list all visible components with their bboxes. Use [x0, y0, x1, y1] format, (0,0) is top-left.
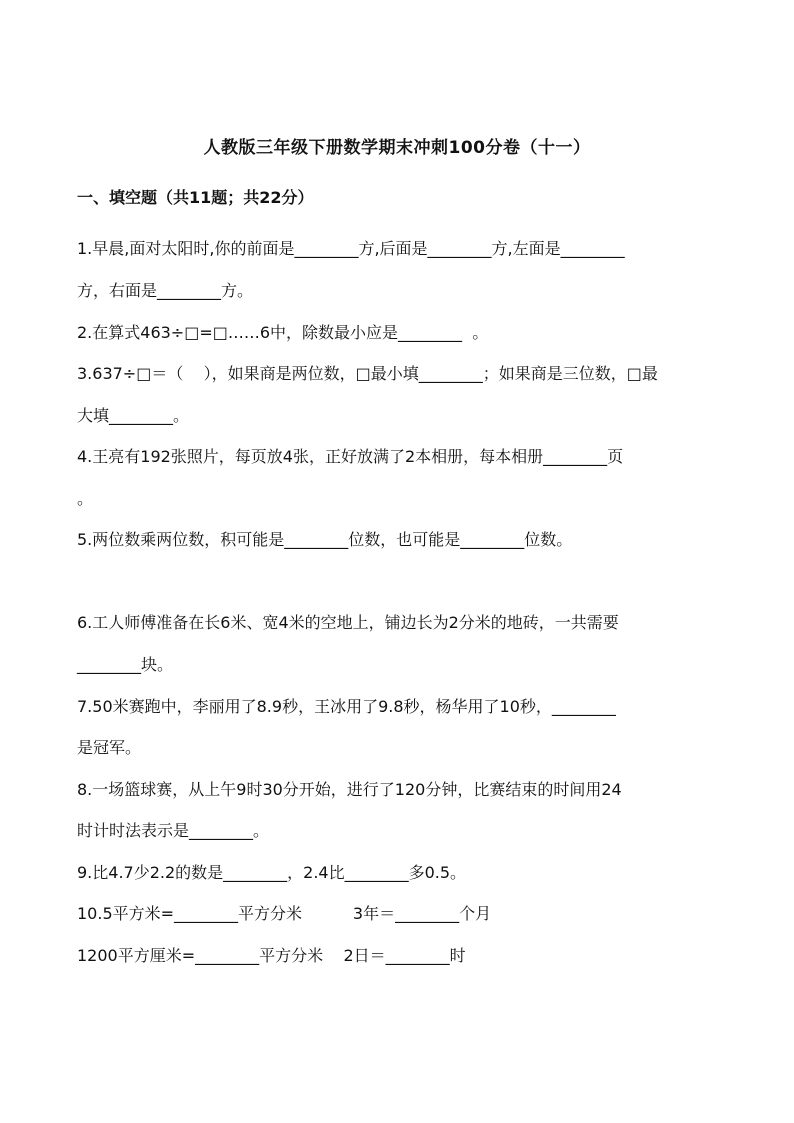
question-line: 方，右面是________方。 [77, 281, 254, 300]
question-line: ________块。 [77, 655, 174, 674]
question-line: 大填________。 [77, 406, 190, 425]
question-line: 3.637÷□＝（ ），如果商是两位数，□最小填________；如果商是三位数，□最 [77, 364, 658, 383]
question-line: 1200平方厘米=________平方分米 2日＝________时 [77, 946, 466, 965]
question-line: 5.两位数乘两位数，积可能是________位数，也可能是________位数。 [77, 530, 573, 549]
question-line: 7.50米赛跑中，李丽用了8.9秒，王冰用了9.8秒，杨华用了10秒，________ [77, 697, 616, 716]
section-heading: 一、填空题（共11题；共22分） [77, 188, 314, 207]
question-line: 9.比4.7少2.2的数是________，2.4比________多0.5。 [77, 863, 467, 882]
question-line: 是冠军。 [77, 738, 142, 757]
question-line: 8.一场篮球赛，从上午9时30分开始，进行了120分钟，比赛结束的时间用24 [77, 780, 622, 799]
question-line: 1.早晨,面对太阳时,你的前面是________方,后面是________方,左面是________ [77, 239, 625, 258]
question-line: 时计时法表示是________。 [77, 821, 270, 840]
question-line: 6.工人师傅准备在长6米、宽4米的空地上，铺边长为2分米的地砖，一共需要 [77, 613, 619, 632]
page-title: 人教版三年级下册数学期末冲刺100分卷（十一） [203, 138, 591, 158]
question-line: 10.5平方米=________平方分米 3年＝________个月 [77, 904, 492, 923]
question-line: 2.在算式463÷□=□……6中，除数最小应是________ 。 [77, 323, 489, 342]
question-line: 。 [77, 489, 94, 508]
question-line: 4.王亮有192张照片，每页放4张，正好放满了2本相册，每本相册________页 [77, 447, 624, 466]
